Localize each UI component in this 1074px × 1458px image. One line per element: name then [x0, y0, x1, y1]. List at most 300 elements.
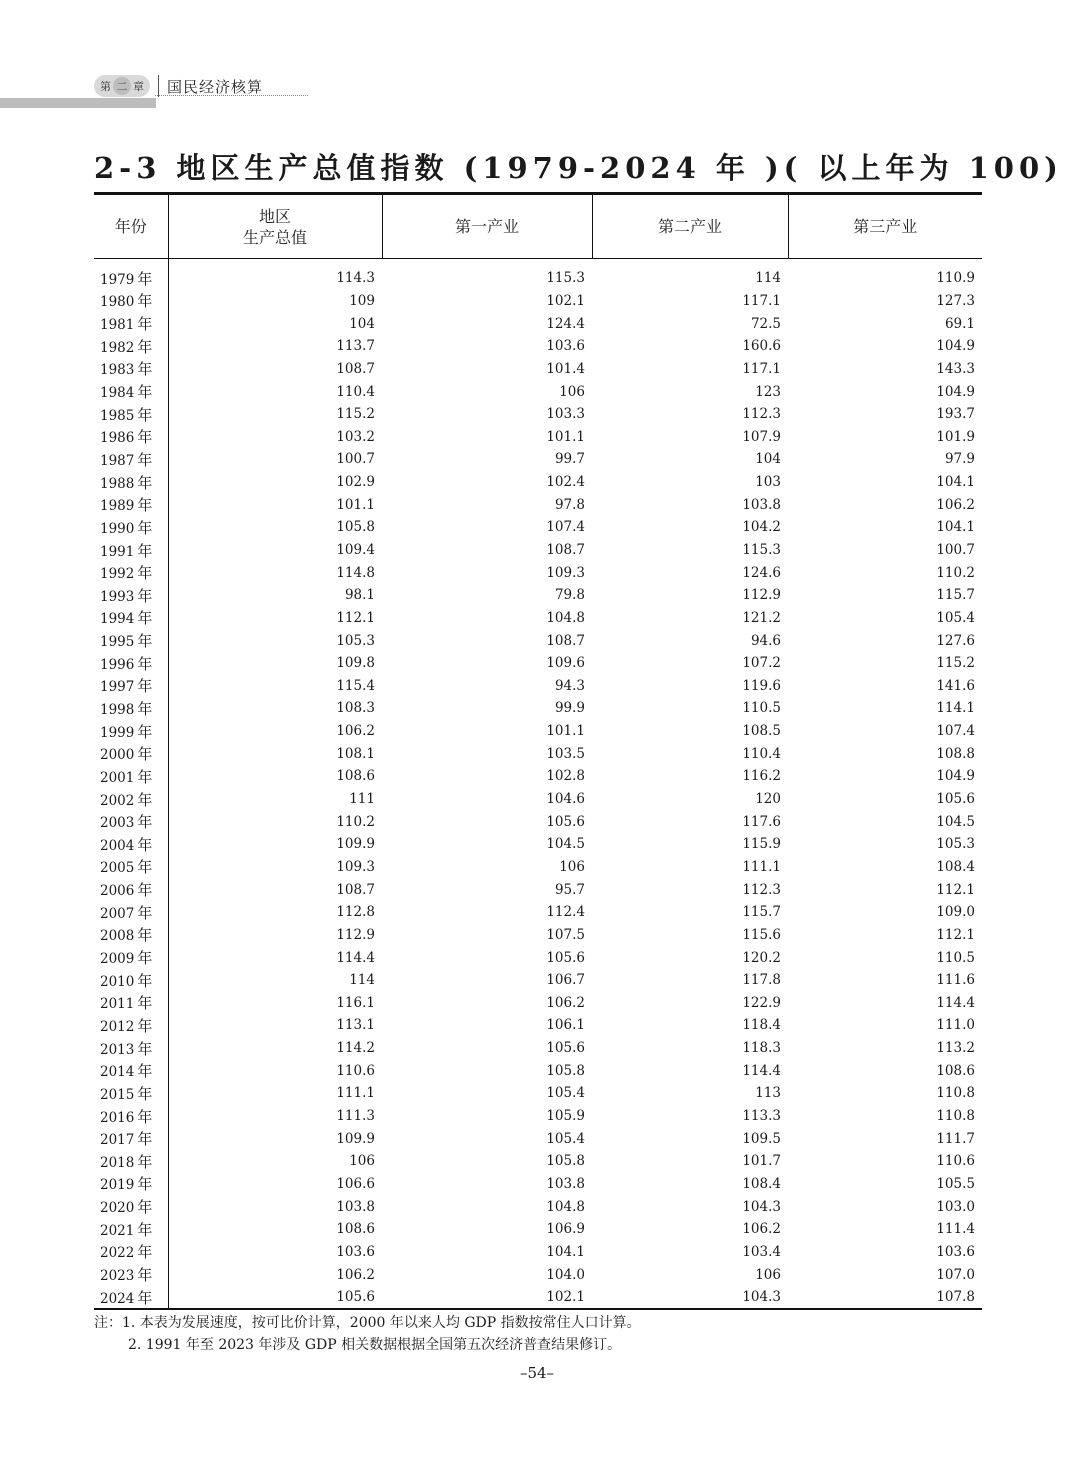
cell-secondary: 117.8: [742, 972, 781, 989]
year-value: 2000: [100, 747, 135, 764]
cell-tertiary: 97.9: [944, 451, 975, 468]
cell-tertiary: 109.0: [936, 904, 975, 921]
header-dotted-rule: [155, 95, 308, 96]
year-value: 1998: [100, 701, 135, 718]
cell-primary: 105.8: [546, 1062, 585, 1079]
cell-year: [94, 946, 168, 969]
year-suffix: 年: [137, 699, 153, 718]
cell-tertiary: 111.4: [936, 1221, 975, 1238]
cell-gdp: 112.8: [336, 904, 375, 921]
cell-year: [94, 1059, 168, 1082]
table-row: [94, 788, 982, 811]
cell-gdp: 114.3: [336, 270, 375, 287]
data-table: [94, 192, 982, 1310]
column-header-gdp-text: 地区 生产总值: [242, 206, 307, 247]
cell-tertiary: 106.2: [936, 496, 975, 513]
cell-secondary: 104: [755, 451, 781, 468]
cell-secondary: 116.2: [742, 768, 781, 785]
year-suffix: 年: [137, 926, 153, 945]
year-value: 1993: [100, 588, 135, 605]
cell-gdp: 115.2: [336, 406, 375, 423]
cell-gdp: 109.4: [336, 542, 375, 558]
cell-tertiary: 101.9: [936, 428, 975, 445]
cell-tertiary: 114.4: [936, 994, 975, 1011]
page-title: 2-3 地区生产总值指数 (1979-2024 年 )( 以上年为 100): [94, 151, 1063, 185]
table-row: [94, 946, 982, 969]
cell-gdp: 106.2: [336, 1266, 375, 1283]
cell-year: [94, 1173, 168, 1196]
cell-gdp: 109.9: [336, 1130, 375, 1147]
cell-gdp: 113.7: [336, 338, 375, 355]
note-2: 2. 1991 年至 2023 年涉及 GDP 相关数据根据全国第五次经济普查结果修订。: [128, 1337, 622, 1353]
cell-year: [94, 629, 168, 652]
year-suffix: 年: [137, 1243, 153, 1262]
cell-year: [94, 607, 168, 630]
cell-secondary: 72.5: [750, 315, 781, 332]
year-value: 1983: [100, 362, 135, 379]
table-row: [94, 992, 982, 1015]
year-value: 2020: [100, 1200, 135, 1217]
year-suffix: 年: [137, 813, 153, 832]
year-value: 2019: [100, 1177, 135, 1194]
year-suffix: 年: [137, 564, 153, 583]
year-value: 1997: [100, 679, 135, 696]
table-row: [94, 448, 982, 471]
cell-primary: 94.3: [554, 677, 585, 694]
year-value: 2022: [100, 1245, 135, 1262]
year-suffix: 年: [137, 1288, 153, 1307]
cell-secondary: 118.3: [742, 1040, 781, 1057]
table-header-row: [94, 194, 982, 259]
year-value: 2018: [100, 1154, 135, 1171]
cell-secondary: 120.2: [742, 949, 781, 966]
column-header-primary: 第一产业: [382, 194, 592, 259]
cell-gdp: 109.9: [336, 836, 375, 853]
cell-gdp: 108.6: [336, 1221, 375, 1238]
cell-primary: 79.8: [554, 587, 585, 604]
cell-secondary: 108.5: [742, 723, 781, 740]
year-suffix: 年: [137, 428, 153, 447]
year-suffix: 年: [137, 1220, 153, 1239]
cell-year: [94, 448, 168, 471]
page-number: –54–: [519, 1364, 555, 1382]
cell-tertiary: 108.8: [936, 745, 975, 762]
year-value: 1992: [100, 566, 135, 583]
cell-primary: 102.1: [382, 1286, 592, 1310]
cell-gdp: 110.2: [336, 813, 375, 830]
year-suffix: 年: [137, 677, 153, 696]
year-suffix: 年: [137, 360, 153, 379]
cell-tertiary: 105.6: [936, 791, 975, 808]
cell-gdp: 109.3: [336, 858, 375, 875]
cell-tertiary: 105.3: [936, 836, 975, 853]
year-value: 2003: [100, 815, 135, 832]
year-value: 2021: [100, 1222, 135, 1239]
cell-year: [94, 312, 168, 335]
cell-tertiary: 112.1: [936, 881, 975, 898]
cell-gdp: 98.1: [344, 587, 375, 604]
cell-primary: 124.4: [546, 315, 585, 332]
year-value: 2002: [100, 792, 135, 809]
cell-primary: 108.7: [546, 632, 585, 649]
table-row: [94, 539, 982, 562]
cell-year: [94, 539, 168, 562]
cell-primary: 101.4: [546, 360, 585, 377]
year-value: 1995: [100, 634, 135, 651]
cell-gdp: 112.9: [336, 926, 375, 943]
year-value: 2015: [100, 1086, 135, 1103]
cell-tertiary: 143.3: [936, 360, 975, 377]
year-suffix: 年: [137, 586, 153, 605]
year-value: 1996: [100, 656, 135, 673]
cell-secondary: 124.6: [742, 564, 781, 581]
cell-primary: 106: [559, 858, 585, 875]
cell-tertiary: 105.4: [936, 609, 975, 626]
cell-gdp: 101.1: [336, 496, 375, 513]
cell-secondary: 101.7: [742, 1153, 781, 1170]
year-suffix: 年: [137, 971, 153, 990]
year-value: 2009: [100, 951, 135, 968]
cell-tertiary: 110.9: [936, 270, 975, 287]
table-row: [94, 629, 982, 652]
column-header-secondary: 第二产业: [592, 194, 788, 259]
cell-year: [94, 425, 168, 448]
year-value: 1982: [100, 339, 135, 356]
cell-year: [94, 878, 168, 901]
table-row: [94, 1105, 982, 1128]
year-suffix: 年: [137, 473, 153, 492]
year-suffix: 年: [137, 790, 153, 809]
cell-secondary: 120: [755, 791, 781, 808]
cell-secondary: 115.6: [742, 926, 781, 943]
cell-primary: 106: [559, 383, 585, 400]
cell-year: [94, 584, 168, 607]
table-row: [94, 516, 982, 539]
year-suffix: 年: [137, 903, 153, 922]
cell-primary: 105.9: [546, 1108, 585, 1125]
cell-primary: 103.8: [546, 1175, 585, 1192]
cell-gdp: 100.7: [336, 451, 375, 468]
year-value: 1994: [100, 611, 135, 628]
cell-primary: 104.8: [546, 1198, 585, 1215]
year-suffix: 年: [137, 722, 153, 741]
cell-gdp: 108.7: [336, 881, 375, 898]
cell-primary: 99.7: [554, 451, 585, 468]
year-suffix: 年: [137, 1062, 153, 1081]
table-row: [94, 1082, 982, 1105]
table-row: [94, 901, 982, 924]
year-suffix: 年: [137, 994, 153, 1013]
cell-primary: 103.5: [546, 745, 585, 762]
cell-year: [94, 290, 168, 313]
year-value: 1990: [100, 520, 135, 537]
cell-secondary: 104.3: [592, 1286, 788, 1310]
cell-primary: 101.1: [546, 723, 585, 740]
year-suffix: 年: [137, 450, 153, 469]
table-row: [94, 1195, 982, 1218]
cell-secondary: 106: [755, 1266, 781, 1283]
table-row: [94, 259, 982, 290]
column-header-year: 年份: [94, 194, 168, 259]
cell-secondary: 115.7: [742, 904, 781, 921]
year-suffix: 年: [137, 1107, 153, 1126]
cell-gdp: 102.9: [336, 474, 375, 491]
year-suffix: 年: [137, 541, 153, 560]
cell-gdp: 116.1: [336, 994, 375, 1011]
year-suffix: 年: [137, 1130, 153, 1149]
year-value: 2016: [100, 1109, 135, 1126]
table-row: [94, 969, 982, 992]
column-header-gdp: [168, 194, 382, 259]
cell-gdp: 108.7: [336, 360, 375, 377]
cell-secondary: 113.3: [742, 1108, 781, 1125]
cell-gdp: 105.6: [168, 1286, 382, 1310]
table-row: [94, 1037, 982, 1060]
year-value: 2001: [100, 769, 135, 786]
cell-secondary: 103: [755, 474, 781, 491]
year-value: 1979: [100, 271, 135, 288]
note-1: 注：1. 本表为发展速度，按可比价计算，2000 年以来人均 GDP 指数按常住人口计算。: [94, 1315, 641, 1331]
cell-tertiary: 127.3: [936, 292, 975, 309]
table-row: [94, 878, 982, 901]
cell-primary: 112.4: [546, 904, 585, 921]
cell-secondary: 122.9: [742, 994, 781, 1011]
year-suffix: 年: [137, 881, 153, 900]
cell-primary: 102.8: [546, 768, 585, 785]
cell-gdp: 105.8: [336, 519, 375, 536]
cell-gdp: 103.2: [336, 428, 375, 445]
year-suffix: 年: [137, 1084, 153, 1103]
cell-year: [94, 516, 168, 539]
cell-gdp: 110.4: [336, 383, 375, 400]
cell-gdp: 109.8: [336, 655, 375, 672]
cell-primary: 106.2: [546, 994, 585, 1011]
cell-tertiary: 115.7: [936, 587, 975, 604]
table-row: [94, 924, 982, 947]
year-suffix: 年: [137, 269, 153, 288]
cell-gdp: 111: [349, 791, 375, 808]
cell-primary: 109.6: [546, 655, 585, 672]
chapter-badge-number: 二: [113, 77, 131, 95]
column-header-tertiary: 第三产业: [788, 194, 982, 259]
cell-tertiary: 100.7: [936, 542, 975, 558]
year-value: 2017: [100, 1132, 135, 1149]
cell-tertiary: 110.2: [936, 564, 975, 581]
year-suffix: 年: [137, 949, 153, 968]
year-value: 2008: [100, 928, 135, 945]
table-row: [94, 425, 982, 448]
cell-primary: 104.1: [546, 1243, 585, 1260]
cell-primary: 104.6: [546, 791, 585, 808]
cell-tertiary: 103.6: [936, 1243, 975, 1260]
year-suffix: 年: [137, 405, 153, 424]
cell-gdp: 110.6: [336, 1062, 375, 1079]
table-row: [94, 675, 982, 698]
cell-year: [94, 1082, 168, 1105]
year-value: 1986: [100, 430, 135, 447]
year-value: 2006: [100, 883, 135, 900]
year-suffix: 年: [137, 1152, 153, 1171]
table-row: [94, 471, 982, 494]
cell-primary: 105.6: [546, 813, 585, 830]
table-row: [94, 1218, 982, 1241]
table-row: [94, 1150, 982, 1173]
cell-secondary: 103.4: [742, 1243, 781, 1260]
cell-primary: 105.4: [546, 1130, 585, 1147]
cell-primary: 105.6: [546, 1040, 585, 1057]
cell-year: [94, 1150, 168, 1173]
table-row: [94, 403, 982, 426]
table-row: [94, 810, 982, 833]
cell-primary: 106.1: [546, 1017, 585, 1034]
cell-secondary: 103.8: [742, 496, 781, 513]
cell-secondary: 117.1: [742, 292, 781, 309]
cell-secondary: 117.1: [742, 360, 781, 377]
cell-secondary: 111.1: [742, 858, 781, 875]
table-row: [94, 380, 982, 403]
table-row: [94, 720, 982, 743]
cell-tertiary: 112.1: [936, 926, 975, 943]
table-row: [94, 312, 982, 335]
cell-secondary: 123: [755, 383, 781, 400]
chapter-badge: [94, 75, 150, 97]
cell-secondary: 108.4: [742, 1175, 781, 1192]
year-value: 2023: [100, 1268, 135, 1284]
year-suffix: 年: [137, 337, 153, 356]
year-suffix: 年: [137, 609, 153, 628]
table-row: [94, 335, 982, 358]
cell-tertiary: 108.6: [936, 1062, 975, 1079]
cell-primary: 104.0: [546, 1266, 585, 1283]
cell-tertiary: 103.0: [936, 1198, 975, 1215]
year-suffix: 年: [137, 315, 153, 334]
table-row: [94, 765, 982, 788]
cell-secondary: 121.2: [742, 609, 781, 626]
year-value: 1991: [100, 543, 135, 560]
cell-primary: 104.8: [546, 609, 585, 626]
cell-secondary: 106.2: [742, 1221, 781, 1238]
cell-year: [94, 259, 168, 290]
year-value: 2005: [100, 860, 135, 877]
cell-secondary: 104.3: [742, 1198, 781, 1215]
year-value: 2014: [100, 1064, 135, 1081]
cell-tertiary: 110.8: [936, 1108, 975, 1125]
cell-year: [94, 901, 168, 924]
cell-secondary: 114: [755, 270, 781, 287]
year-value: 1985: [100, 407, 135, 424]
year-suffix: 年: [137, 292, 153, 311]
cell-year: [94, 697, 168, 720]
cell-primary: 104.5: [546, 836, 585, 853]
cell-primary: 115.3: [546, 270, 585, 287]
cell-tertiary: 141.6: [936, 677, 975, 694]
cell-secondary: 107.2: [742, 655, 781, 672]
cell-tertiary: 104.9: [936, 768, 975, 785]
cell-year: [94, 561, 168, 584]
year-value: 2004: [100, 837, 135, 854]
cell-primary: 102.4: [546, 474, 585, 491]
cell-tertiary: 114.1: [936, 700, 975, 717]
year-suffix: 年: [137, 383, 153, 402]
cell-year: [94, 652, 168, 675]
cell-gdp: 114.4: [336, 949, 375, 966]
cell-year: [94, 1263, 168, 1286]
cell-gdp: 114: [349, 972, 375, 989]
cell-secondary: 113: [755, 1085, 781, 1102]
year-suffix: 年: [137, 1266, 153, 1284]
year-value: 2010: [100, 973, 135, 990]
year-suffix: 年: [137, 858, 153, 877]
cell-year: [94, 1286, 168, 1310]
cell-tertiary: 127.6: [936, 632, 975, 649]
cell-tertiary: 111.0: [936, 1017, 975, 1034]
cell-tertiary: 104.9: [936, 338, 975, 355]
cell-primary: 95.7: [554, 881, 585, 898]
cell-gdp: 106.6: [336, 1175, 375, 1192]
cell-primary: 105.6: [546, 949, 585, 966]
table-row: [94, 856, 982, 879]
table-row: [94, 652, 982, 675]
year-value: 2024: [100, 1290, 135, 1307]
cell-year: [94, 810, 168, 833]
year-value: 1988: [100, 475, 135, 492]
year-suffix: 年: [137, 1039, 153, 1058]
chapter-divider: [158, 75, 159, 97]
cell-primary: 108.7: [546, 542, 585, 558]
cell-gdp: 105.3: [336, 632, 375, 649]
cell-tertiary: 110.5: [936, 949, 975, 966]
cell-tertiary: 110.8: [936, 1085, 975, 1102]
cell-tertiary: 105.5: [936, 1175, 975, 1192]
cell-gdp: 114.2: [336, 1040, 375, 1057]
cell-tertiary: 104.9: [936, 383, 975, 400]
cell-primary: 107.5: [546, 926, 585, 943]
cell-gdp: 104: [349, 315, 375, 332]
cell-gdp: 109: [349, 292, 375, 309]
year-suffix: 年: [137, 632, 153, 651]
year-value: 2012: [100, 1018, 135, 1035]
cell-tertiary: 107.4: [936, 723, 975, 740]
table-row: [94, 358, 982, 381]
year-value: 1999: [100, 724, 135, 741]
cell-secondary: 112.3: [742, 881, 781, 898]
cell-primary: 105.8: [546, 1153, 585, 1170]
cell-gdp: 108.6: [336, 768, 375, 785]
table-row: [94, 493, 982, 516]
cell-secondary: 115.9: [742, 836, 781, 853]
table-row: [94, 1127, 982, 1150]
year-suffix: 年: [137, 767, 153, 786]
cell-year: [94, 380, 168, 403]
cell-secondary: 104.2: [742, 519, 781, 536]
year-suffix: 年: [137, 1016, 153, 1035]
cell-secondary: 160.6: [742, 338, 781, 355]
cell-year: [94, 1014, 168, 1037]
cell-primary: 102.1: [546, 292, 585, 309]
cell-year: [94, 856, 168, 879]
cell-year: [94, 1195, 168, 1218]
chapter-title: 国民经济核算: [167, 77, 264, 96]
cell-tertiary: 110.6: [936, 1153, 975, 1170]
year-suffix: 年: [137, 1198, 153, 1217]
year-value: 2011: [100, 996, 135, 1013]
year-suffix: 年: [137, 496, 153, 515]
year-suffix: 年: [137, 1175, 153, 1194]
cell-gdp: 103.8: [336, 1198, 375, 1215]
cell-gdp: 106: [349, 1153, 375, 1170]
cell-gdp: 108.1: [336, 745, 375, 762]
year-value: 2007: [100, 905, 135, 922]
